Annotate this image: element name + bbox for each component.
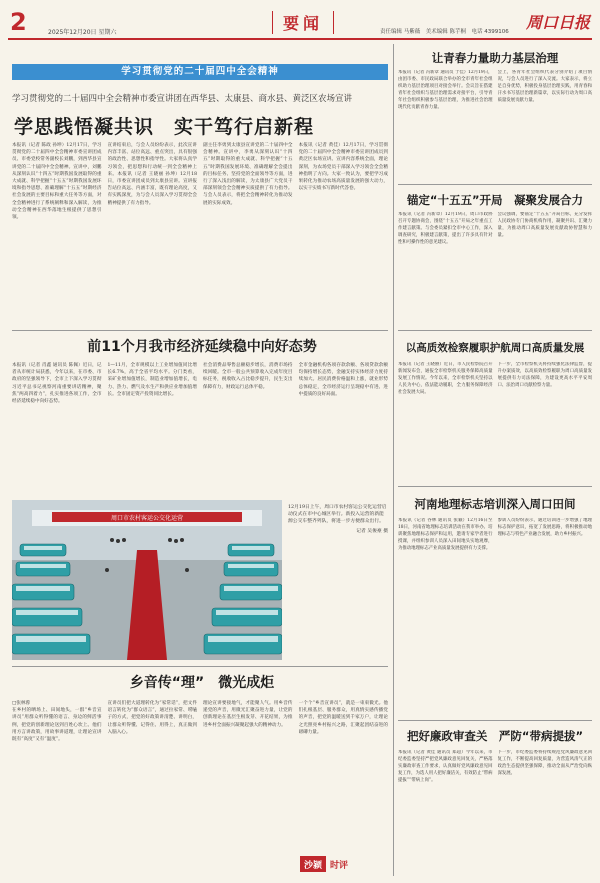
commentary-col [12, 700, 102, 850]
story2-col: 本报讯（记者 肖鑫 通讯员 陈佩）近日，记者从市统计局获悉，今年以来，在市委、市政府的坚强领导下，全市上下深入学习贯彻习近平总书记视察河南重要讲话精神，聚焦“两高四着力”，扎实推进各项工作，全市经济延续稳中向好态势。 [12, 363, 102, 405]
caption-text: 12月19日上午，周口市农村客运公交化运营启动仪式在市中心城区举行。新投入运营的新能源公交车整齐列队，将进一步方便群众出行。 [288, 505, 387, 525]
right-story-col: 会议强调，要锚定“十五五”开局目标，充分发挥人民政协专门协商机构作用，凝聚共识、汇聚力量，为推动周口高质量发展贡献政协智慧和力量。 [497, 212, 592, 238]
commentary-byline: □张林蓉 [12, 701, 31, 706]
right-story-headline: 以高质效检察履职护航周口高质量发展 [405, 342, 585, 354]
section-title: 要闻 [272, 11, 334, 34]
story1-col: 宣讲结束后，与会人员纷纷表示，此次宣讲内容丰富、站位高远、重点突出，具有很强的政治性、思想性和指导性。大家将认真学习领会，把思想和行动统一到全会精神上来。本报讯（记者 王晓丽 孙坤）12月18日，市委宣讲团成员到太康县宣讲。宣讲报告站位高远、内涵丰富，既有理论高度，又有实践深度，为与会人员深入学习贯彻全会精神提供了有力指导。 [107, 143, 197, 206]
commentary-col: 一个个“乡音宣讲员”，就是一束束微光。他们扎根基层、服务群众，用真情实感传播党的声音，把党的温暖送到千家万户，让理论之光照亮乡村振兴之路，汇聚起团结奋进的磅礴力量。 [298, 701, 388, 735]
right-story-col: 本报讯（记者 黄佳 通讯员 郑超）今年以来，市纪委监委坚持严把党风廉政意见回复关，严格落实廉政审查工作要求，认真做好党风廉政意见回复工作，为选人用人把好廉洁关，有效防止“带病提拔”“带病上岗”。 [398, 750, 493, 783]
story1-col: 本报讯（记者 陈政 孙坤）12月17日，学习贯彻党的二十届四中全会精神市委宣讲团成员、市委党校常务副校长刘鹏，到西华县宣讲党的二十届四中全会精神。宣讲中，刘鹏从深刻认识“十四五”时期我国发展取得的重大成就、科学把握“十五五”时期我国发展环境和指导思想、准确理解“十五五”时期经济社会发展的主要目标和重大任务等方面，对全会精神进行了系统阐释和深入解读，为推动全会精神在西华落地生根提供了思想引领。 [12, 143, 102, 221]
right-story-col: 会上，各青年社会组织代表分别介绍了项目情况，与会人员进行了深入交流。大家表示，将立足自身优势，积极投身基层治理实践，用青春和汗水书写基层治理新篇章，以实际行动为周口高质量发展贡献力量。 [497, 70, 592, 103]
photo-credit: 记者 吴俊豪 摄 [356, 528, 388, 534]
section-rule [398, 720, 592, 721]
editors-line: 责任编辑 马紫薇 美术编辑 陈芋桐 电话 4399106 [380, 29, 509, 35]
issue-date: 2025年12月20日 星期六 [48, 29, 117, 36]
right-story-col: 本报讯（记者 冯新章）12月19日，周口市政协召开专题协商会，围绕“十五五”开局之年重点工作建言献策。与会委员紧扣全市中心工作，深入调查研究，积极建言献策，提出了许多具有针对性和可操作性的意见建议。 [398, 212, 493, 245]
right-story-col: 本报讯（记者 王晓丽）近日，市人民检察院召开新闻发布会，通报全市检察机关服务保障高质量发展工作情况。今年以来，全市检察机关坚持以人民为中心，依法能动履职，全力服务保障经济社会发展大局。 [398, 362, 493, 395]
photo-caption [288, 504, 388, 535]
commentary-col: 宣讲员们把大道理转化为“家常话”，把文件语言转化为“群众语言”，通过拉家常、唠嗑子的方式，把党的好政策讲清楚、讲明白，让群众听得懂、记得住、用得上，真正做到入脑入心。 [107, 701, 197, 735]
right-story-body [398, 70, 592, 178]
right-story-col: 本报讯（记者 谷林 通讯员 张颖）12月16日至18日，河南省地理标志培训活动在我市举办。培训聚焦地理标志保护和运用，邀请专家学者进行授课，并组织参训人员深入田间地头实地观摩，为推动地理标志产业高质量发展提供有力支撑。 [398, 518, 493, 551]
right-story-headline: 锚定“十五五”开局 凝聚发展合力 [406, 193, 584, 207]
commentary-text: 在乡村的晒场上、田间地头，一群“乡音宣讲员”用群众听得懂的语言、身边的鲜活事例，把党的创新理论送到百姓心坎上。他们用方言讲政策，用故事讲道理，让理论宣讲既有“高度”又有“温度”。 [12, 708, 102, 743]
ceremony-banner-text: 周口市农村客运公交化运营 [110, 515, 184, 522]
column-tag-shiping: 时评 [330, 861, 349, 871]
column-tag-shaying: 沙颍 [300, 856, 326, 872]
story2-headline: 前11个月我市经济延续稳中向好态势 [87, 339, 317, 355]
right-story-col: 参训人员纷纷表示，通过培训进一步增强了地理标志保护意识，拓宽了发展思路，将积极推动地理标志与特色产业融合发展，助力乡村振兴。 [497, 518, 592, 537]
section-rule [398, 486, 592, 487]
page-number: 2 [10, 8, 27, 36]
right-story-body [398, 750, 592, 874]
commentary-column-tag [300, 856, 388, 872]
right-story-headline: 把好廉政审查关 严防“带病提拔” [406, 729, 584, 743]
right-story-body [398, 212, 592, 320]
story2-col: 社会消费品零售总额稳步增长，消费市场持续回暖。全市一般公共预算收入完成年度目标任务，税收收入占比稳步提升，民生支出保障有力，财政运行总体平稳。 [203, 363, 293, 390]
story1-subhead: 学习贯彻党的二十届四中全会精神市委宣讲团在西华县、太康县、商水县、黄泛区农场宣讲 [12, 94, 353, 104]
section-rule [12, 666, 388, 667]
right-story-headline: 河南地理标志培训深入周口田间 [414, 497, 576, 511]
right-story-col: 下一步，全市检察机关将持续强化法律监督，提升办案质效，以高质效检察履职为周口高质量发展提供有力司法保障，为建设更高水平平安周口、法治周口贡献检察力量。 [497, 362, 592, 388]
right-story-col: 下一步，市纪委监委将持续规范党风廉政意见回复工作，不断提高回复质量，为营造风清气正的政治生态提供坚强保障，推动全面从严治党向纵深发展。 [497, 750, 592, 776]
commentary-col: 理论宣讲要接地气，才能聚人气。用乡音传递党的声音，用微光汇聚奋进力量，让党的创新理论在基层生根发芽、开花结果，为推进乡村全面振兴凝聚起强大的精神动力。 [203, 701, 293, 728]
story1-col: 本报讯（记者 黄佳）12月17日，学习贯彻党的二十届四中全会精神市委宣讲团成员到黄泛区农场宣讲。宣讲内容系统全面，理论深刻，为农场党员干部深入学习领会全会精神指明了方向。大家一致认为，要把学习成果转化为推动农场高质量发展的强大动力，以实干实绩书写新时代答卷。 [298, 143, 388, 192]
commentary-headline: 乡音传“理” 微光成炬 [129, 675, 275, 691]
news-photo-buses [12, 500, 282, 660]
commentary-body [12, 700, 388, 850]
story1-body [12, 142, 388, 326]
right-story-col: 本报讯（记者 冯新章 通讯员 于佳）12月19日，由团市委、市民政局联合举办的全市青年社会组织助力基层治理项目对接会举行。会议旨在搭建青年社会组织与基层治理需求对接平台，引导青年社会组织积极参与基层治理，为推进社会治理现代化贡献青春力量。 [398, 70, 493, 110]
story2-col: 全市金融机构各项存款余额、各项贷款余额均保持增长态势，金融支持实体经济力度持续加大。居民消费价格温和上涨，就业形势总体稳定，全市经济运行呈现稳中有进、进中提质的良好局面。 [298, 363, 388, 397]
right-story-headline: 让青春力量助力基层治理 [431, 51, 559, 65]
right-story-body [398, 518, 592, 716]
story2-body [12, 362, 388, 462]
section-rule [398, 330, 592, 331]
masthead [8, 6, 592, 40]
section-rule [398, 184, 592, 185]
story1-headline: 学思践悟凝共识 实干笃行启新程 [14, 116, 315, 138]
newspaper-logo: 周口日报 [525, 13, 590, 32]
section-rule [12, 330, 388, 331]
column-divider [393, 44, 394, 876]
bus-fleet-illustration [12, 500, 282, 660]
topic-banner: 学习贯彻党的二十届四中全会精神 [12, 64, 388, 80]
story2-col: 1—11月，全市规模以上工业增加值同比增长6.7%，高于全省平均水平。分门类看，采矿业增加值增长，制造业增加值增长，电力、热力、燃气及水生产和供应业增加值增长。全市固定资产投资同比增长。 [107, 363, 197, 397]
right-story-body [398, 362, 592, 482]
story1-col: 副主任李勇到太康县宣讲党的二十届四中全会精神。宣讲中，李勇从深刻认识“十四五”时期取得的重大成就、科学把握“十五五”时期我国发展环境、准确理解全会提出的目标任务、坚持党的全面领导等方面，进行了深入浅出的解读，为太康县广大党员干部深刻领会全会精神实质提供了有力指导。与会人员表示，将把全会精神转化为推动发展的实际成效。 [203, 143, 293, 206]
